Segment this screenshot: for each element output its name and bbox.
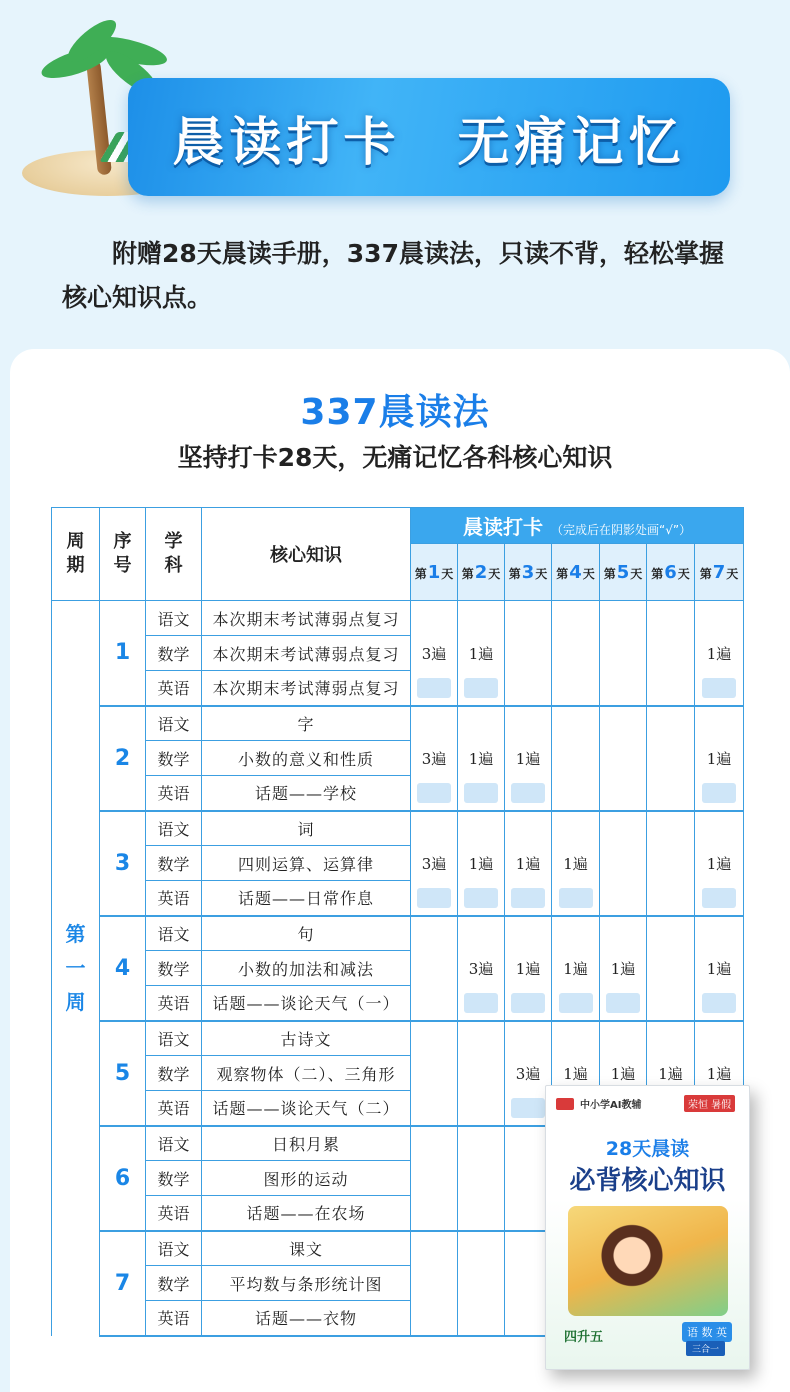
book-brand: 荣恒 暑假: [684, 1095, 735, 1112]
checkin-count: 1遍: [600, 951, 647, 986]
checkin-box-cell[interactable]: [505, 881, 552, 916]
checkin-box[interactable]: [559, 993, 593, 1013]
checkin-box[interactable]: [606, 993, 640, 1013]
knowledge-cell: 词: [202, 811, 411, 846]
table-row: [52, 916, 744, 951]
checkin-box-cell: [458, 1196, 505, 1231]
day-suffix: 天: [630, 566, 643, 581]
checkin-box[interactable]: [417, 783, 451, 803]
checkin-count: 1遍: [458, 741, 505, 776]
checkin-count: [600, 846, 647, 881]
checkin-box-cell: [600, 776, 647, 811]
checkin-cell: [695, 706, 744, 741]
day-prefix: 第: [651, 566, 664, 581]
group-number: 2: [100, 706, 146, 811]
checkin-cell: [411, 601, 458, 636]
checkin-cell: [458, 811, 505, 846]
checkin-count: [600, 741, 647, 776]
table-row: [52, 951, 744, 986]
table-row: [52, 776, 744, 811]
checkin-count: 3遍: [505, 1056, 552, 1091]
table-row: [52, 1021, 744, 1056]
subject-cell: 英语: [146, 776, 202, 811]
checkin-cell: [552, 601, 600, 636]
day-number: 7: [712, 561, 726, 583]
checkin-box[interactable]: [417, 678, 451, 698]
checkin-count: 1遍: [458, 636, 505, 671]
checkin-box[interactable]: [702, 783, 736, 803]
checkin-count: [647, 741, 695, 776]
checkin-cell: [600, 601, 647, 636]
day-prefix: 第: [414, 566, 427, 581]
day-number: 1: [427, 561, 441, 583]
checkin-cell: [695, 811, 744, 846]
checkin-cell: [600, 811, 647, 846]
knowledge-cell: 话题——学校: [202, 776, 411, 811]
checkin-box-cell: [458, 1301, 505, 1336]
knowledge-cell: 话题——在农场: [202, 1196, 411, 1231]
checkin-box-cell[interactable]: [552, 986, 600, 1021]
checkin-cell: [458, 601, 505, 636]
checkin-cell: [647, 1021, 695, 1056]
knowledge-cell: 小数的意义和性质: [202, 741, 411, 776]
checkin-cell: [411, 1126, 458, 1161]
day-prefix: 第: [461, 566, 474, 581]
checkin-box-cell[interactable]: [458, 986, 505, 1021]
knowledge-cell: 平均数与条形统计图: [202, 1266, 411, 1301]
checkin-cell: [647, 916, 695, 951]
checkin-cell: [552, 1021, 600, 1056]
checkin-box-cell: [411, 1301, 458, 1336]
subject-cell: 英语: [146, 1196, 202, 1231]
knowledge-cell: 本次期末考试薄弱点复习: [202, 601, 411, 636]
checkin-box-cell[interactable]: [552, 881, 600, 916]
checkin-count: [458, 1161, 505, 1196]
checkin-count: 1遍: [505, 846, 552, 881]
checkin-count: 1遍: [695, 1056, 744, 1091]
checkin-box-cell[interactable]: [411, 881, 458, 916]
table-row: [52, 846, 744, 881]
knowledge-cell: 本次期末考试薄弱点复习: [202, 671, 411, 706]
checkin-box[interactable]: [559, 888, 593, 908]
day-suffix: 天: [488, 566, 501, 581]
checkin-count: [647, 951, 695, 986]
checkin-box-cell[interactable]: [458, 776, 505, 811]
checkin-cell: [505, 916, 552, 951]
checkin-box-cell: [647, 776, 695, 811]
day-prefix: 第: [699, 566, 712, 581]
checkin-cell: [458, 1021, 505, 1056]
knowledge-cell: 本次期末考试薄弱点复习: [202, 636, 411, 671]
checkin-cell: [505, 601, 552, 636]
subject-cell: 英语: [146, 881, 202, 916]
checkin-cell: [647, 706, 695, 741]
subject-cell: 数学: [146, 1266, 202, 1301]
subject-cell: 英语: [146, 1091, 202, 1126]
checkin-box-cell: [458, 1091, 505, 1126]
publisher-logo: [556, 1098, 574, 1110]
checkin-cell: [695, 601, 744, 636]
checkin-cell: [695, 1021, 744, 1056]
checkin-box-cell: [600, 671, 647, 706]
book-grade: 四升五: [564, 1330, 604, 1345]
checkin-box-cell[interactable]: [458, 671, 505, 706]
book-publisher: 中小学AI教辅: [580, 1100, 642, 1111]
day-header-6: [647, 544, 695, 601]
checkin-cell: [505, 706, 552, 741]
banner-title: 晨读打卡 无痛记忆: [172, 113, 686, 173]
checkin-box-cell[interactable]: [600, 986, 647, 1021]
checkin-note: （完成后在阴影处画“√”）: [550, 523, 692, 537]
checkin-count: 1遍: [695, 846, 744, 881]
checkin-count: [411, 1161, 458, 1196]
checkin-box-cell: [411, 1091, 458, 1126]
knowledge-cell: 小数的加法和减法: [202, 951, 411, 986]
checkin-box[interactable]: [464, 993, 498, 1013]
checkin-count: 3遍: [411, 636, 458, 671]
header-banner: [0, 0, 790, 210]
day-header-3: [505, 544, 552, 601]
knowledge-cell: 字: [202, 706, 411, 741]
checkin-box[interactable]: [511, 993, 545, 1013]
day-number: 5: [616, 561, 630, 583]
checkin-box-cell: [552, 671, 600, 706]
day-suffix: 天: [726, 566, 739, 581]
checkin-box[interactable]: [464, 888, 498, 908]
knowledge-cell: 句: [202, 916, 411, 951]
table-row: [52, 811, 744, 846]
table-row: [52, 881, 744, 916]
checkin-box[interactable]: [464, 678, 498, 698]
checkin-cell: [458, 1126, 505, 1161]
knowledge-cell: 观察物体（二）、三角形: [202, 1056, 411, 1091]
table-row: [52, 706, 744, 741]
book-title-line2: 必背核心知识: [569, 1166, 726, 1196]
checkin-box-cell[interactable]: [695, 881, 744, 916]
checkin-count: [552, 636, 600, 671]
subject-cell: 语文: [146, 601, 202, 636]
knowledge-cell: 四则运算、运算律: [202, 846, 411, 881]
checkin-box[interactable]: [417, 888, 451, 908]
checkin-count: 1遍: [695, 636, 744, 671]
checkin-box[interactable]: [702, 678, 736, 698]
checkin-box[interactable]: [702, 888, 736, 908]
checkin-count: [411, 951, 458, 986]
checkin-cell: [411, 1231, 458, 1266]
subject-cell: 英语: [146, 1301, 202, 1336]
checkin-box-cell: [411, 1196, 458, 1231]
group-number: 1: [100, 601, 146, 706]
checkin-box-cell: [600, 881, 647, 916]
day-suffix: 天: [677, 566, 690, 581]
checkin-count: [552, 741, 600, 776]
checkin-box-cell[interactable]: [411, 776, 458, 811]
book-cover-image: [545, 1085, 750, 1370]
checkin-box-cell: [411, 986, 458, 1021]
table-row: [52, 671, 744, 706]
checkin-cell: [600, 916, 647, 951]
checkin-count: 3遍: [411, 741, 458, 776]
checkin-cell: [647, 811, 695, 846]
checkin-cell: [411, 916, 458, 951]
checkin-count: 1遍: [647, 1056, 695, 1091]
header-checkin: [411, 508, 744, 544]
girl-reading-illustration: [568, 1206, 728, 1316]
day-prefix: 第: [603, 566, 616, 581]
checkin-box[interactable]: [464, 783, 498, 803]
checkin-count: 1遍: [552, 1056, 600, 1091]
header-knowledge: 核心知识: [202, 508, 411, 601]
checkin-cell: [505, 1021, 552, 1056]
day-header-5: [600, 544, 647, 601]
checkin-cell: [458, 916, 505, 951]
checkin-box[interactable]: [702, 993, 736, 1013]
table-row: [52, 636, 744, 671]
checkin-count: [647, 846, 695, 881]
group-number: 5: [100, 1021, 146, 1126]
checkin-box-cell[interactable]: [695, 776, 744, 811]
day-suffix: 天: [535, 566, 548, 581]
checkin-box-cell[interactable]: [505, 776, 552, 811]
group-number: 7: [100, 1231, 146, 1336]
checkin-box-cell[interactable]: [505, 986, 552, 1021]
day-prefix: 第: [556, 566, 569, 581]
checkin-box-cell: [647, 881, 695, 916]
checkin-count: 1遍: [695, 951, 744, 986]
checkin-count: 1遍: [552, 846, 600, 881]
checkin-cell: [600, 706, 647, 741]
subject-cell: 数学: [146, 951, 202, 986]
checkin-cell: [458, 1231, 505, 1266]
checkin-count: [411, 1266, 458, 1301]
knowledge-cell: 课文: [202, 1231, 411, 1266]
intro-text: 附赠28天晨读手册，337晨读法，只读不背，轻松掌握核心知识点。: [62, 239, 724, 312]
header-subject: 学 科: [146, 508, 202, 601]
checkin-cell: [552, 916, 600, 951]
checkin-cell: [647, 601, 695, 636]
day-header-4: [552, 544, 600, 601]
knowledge-cell: 日积月累: [202, 1126, 411, 1161]
knowledge-cell: 话题——谈论天气（二）: [202, 1091, 411, 1126]
subject-cell: 数学: [146, 846, 202, 881]
group-number: 4: [100, 916, 146, 1021]
subject-cell: 语文: [146, 1021, 202, 1056]
checkin-count: [600, 636, 647, 671]
checkin-title: 晨读打卡: [462, 515, 543, 539]
subject-cell: 语文: [146, 706, 202, 741]
checkin-box-cell: [505, 671, 552, 706]
day-prefix: 第: [508, 566, 521, 581]
week-label: 第 一 周: [52, 601, 100, 1336]
day-header-2: [458, 544, 505, 601]
day-number: 4: [569, 561, 582, 583]
group-number: 6: [100, 1126, 146, 1231]
subject-cell: 数学: [146, 1161, 202, 1196]
group-number: 3: [100, 811, 146, 916]
header-period: 周 期: [52, 508, 100, 601]
knowledge-cell: 古诗文: [202, 1021, 411, 1056]
checkin-count: 1遍: [505, 741, 552, 776]
table-row: [52, 601, 744, 636]
checkin-cell: [600, 1021, 647, 1056]
method-subtitle: 坚持打卡28天，无痛记忆各科核心知识: [177, 443, 613, 472]
book-tags-sub: 三合一: [686, 1341, 725, 1356]
subject-cell: 数学: [146, 1056, 202, 1091]
subject-cell: 语文: [146, 916, 202, 951]
table-row: [52, 986, 744, 1021]
subject-cell: 数学: [146, 741, 202, 776]
checkin-box-cell[interactable]: [458, 881, 505, 916]
subject-cell: 英语: [146, 986, 202, 1021]
subject-cell: 语文: [146, 1126, 202, 1161]
checkin-count: 1遍: [600, 1056, 647, 1091]
day-number: 3: [521, 561, 535, 583]
checkin-count: 3遍: [458, 951, 505, 986]
day-header-7: [695, 544, 744, 601]
day-number: 6: [664, 561, 677, 583]
title-banner: [128, 78, 730, 196]
checkin-cell: [552, 811, 600, 846]
checkin-count: [647, 636, 695, 671]
method-title: 337晨读法: [300, 392, 490, 433]
subject-cell: 语文: [146, 1231, 202, 1266]
book-title-line1: 28天晨读: [605, 1138, 690, 1160]
checkin-count: 1遍: [552, 951, 600, 986]
checkin-cell: [411, 706, 458, 741]
checkin-box-cell: [647, 986, 695, 1021]
day-number: 2: [474, 561, 488, 583]
header-seq: 序 号: [100, 508, 146, 601]
day-suffix: 天: [441, 566, 454, 581]
checkin-cell: [458, 706, 505, 741]
checkin-cell: [552, 706, 600, 741]
checkin-count: [505, 636, 552, 671]
knowledge-cell: 话题——日常作息: [202, 881, 411, 916]
checkin-box[interactable]: [511, 783, 545, 803]
checkin-count: [458, 1056, 505, 1091]
day-suffix: 天: [582, 566, 595, 581]
checkin-count: [411, 1056, 458, 1091]
checkin-cell: [411, 811, 458, 846]
checkin-count: 1遍: [505, 951, 552, 986]
knowledge-cell: 图形的运动: [202, 1161, 411, 1196]
knowledge-cell: 话题——衣物: [202, 1301, 411, 1336]
checkin-box-cell[interactable]: [411, 671, 458, 706]
checkin-box[interactable]: [511, 1098, 545, 1118]
subject-cell: 语文: [146, 811, 202, 846]
checkin-cell: [411, 1021, 458, 1056]
checkin-count: 3遍: [411, 846, 458, 881]
subject-cell: 英语: [146, 671, 202, 706]
knowledge-cell: 话题——谈论天气（一）: [202, 986, 411, 1021]
checkin-box[interactable]: [511, 888, 545, 908]
checkin-count: [458, 1266, 505, 1301]
checkin-cell: [695, 916, 744, 951]
checkin-box-cell: [552, 776, 600, 811]
checkin-cell: [505, 811, 552, 846]
checkin-count: 1遍: [695, 741, 744, 776]
table-row: [52, 741, 744, 776]
checkin-count: 1遍: [458, 846, 505, 881]
day-header-1: [411, 544, 458, 601]
checkin-box-cell[interactable]: [695, 986, 744, 1021]
subject-cell: 数学: [146, 636, 202, 671]
checkin-box-cell: [647, 671, 695, 706]
book-subject-tags: 语 数 英: [682, 1322, 732, 1342]
checkin-box-cell[interactable]: [695, 671, 744, 706]
